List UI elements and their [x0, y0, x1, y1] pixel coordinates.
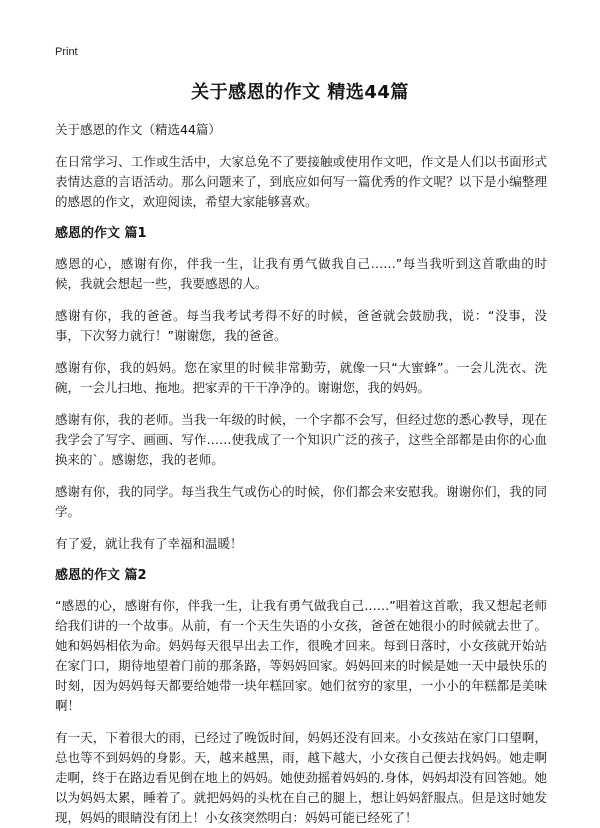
- paragraph: “感恩的心，感谢有你，伴我一生，让我有勇气做我自己……”唱着这首歌，我又想起老师给我们讲的一个故事。从前，有一个天生失语的小女孩，爸爸在她很小的时候就去世了。她和妈妈相依为命。妈妈每天很早出去工作，很晚才回来。每到日落时，小女孩就开始站在家门口，期待地望着门前的那条路，等妈妈回家。妈妈回来的时候是她一天中最快乐的时刻，因为妈妈每天都要给她带一块年糕回家。她们贫穷的家里，一小小的年糕都是美味啊！: [55, 598, 547, 713]
- document-subtitle: 关于感恩的作文（精选44篇）: [55, 122, 221, 137]
- section-heading: 感恩的作文 篇1: [55, 226, 147, 241]
- intro-paragraph: 在日常学习、工作或生活中，大家总免不了要接触或使用作文吧，作文是人们以书面形式表情达意的言语活动。那么问题来了，到底应如何写一篇优秀的作文呢？以下是小编整理的感恩的作文，欢迎阅读，希望大家能够喜欢。: [55, 154, 547, 209]
- paragraph: 感恩的心，感谢有你，伴我一生，让我有勇气做我自己……”每当我听到这首歌曲的时候，我就会想起一些，我要感恩的人。: [55, 256, 547, 291]
- paragraph: 有一天，下着很大的雨，已经过了晚饭时间，妈妈还没有回来。小女孩站在家门口望啊，总也等不到妈妈的身影。天，越来越黑，雨，越下越大，小女孩自己便去找妈妈。她走啊走啊，终于在路边看见倒在地上的妈妈。她使劲摇着妈妈的.身体，妈妈却没有回答她。她以为妈妈太累，睡着了。就把妈妈的头枕在自己的腿上，想让妈妈舒服点。但是这时她发现，妈妈的眼睛没有闭上！小女孩突然明白：妈妈可能已经死了！: [55, 730, 547, 825]
- paragraph: 感谢有你，我的妈妈。您在家里的时候非常勤劳，就像一只“大蜜蜂”。一会儿洗衣、洗碗，一会儿扫地、拖地。把家弄的干干净净的。谢谢您，我的妈妈。: [55, 360, 547, 395]
- section-2: [55, 566, 547, 828]
- paragraph: 感谢有你，我的爸爸。每当我考试考得不好的时候，爸爸就会鼓励我，说：“没事，没事，下次努力就行！”谢谢您，我的爸爸。: [55, 308, 547, 343]
- paragraph: 感谢有你，我的老师。当我一年级的时候，一个字都不会写，但经过您的悉心教导，现在我学会了写字、画画、写作……使我成了一个知识广泛的孩子，这些全部都是由你的心血换来的`。感谢您，我的老师。: [55, 412, 547, 467]
- document-title: 关于感恩的作文 精选44篇: [191, 82, 409, 103]
- section-1: [55, 224, 547, 554]
- paragraph: 感谢有你，我的同学。每当我生气或伤心的时候，你们都会来安慰我。谢谢你们，我的同学。: [55, 484, 547, 519]
- section-heading: 感恩的作文 篇2: [55, 568, 147, 583]
- document-body: [55, 120, 547, 828]
- print-link[interactable]: Print: [55, 46, 78, 58]
- paragraph: 有了爱，就让我有了幸福和温暖！: [55, 536, 243, 551]
